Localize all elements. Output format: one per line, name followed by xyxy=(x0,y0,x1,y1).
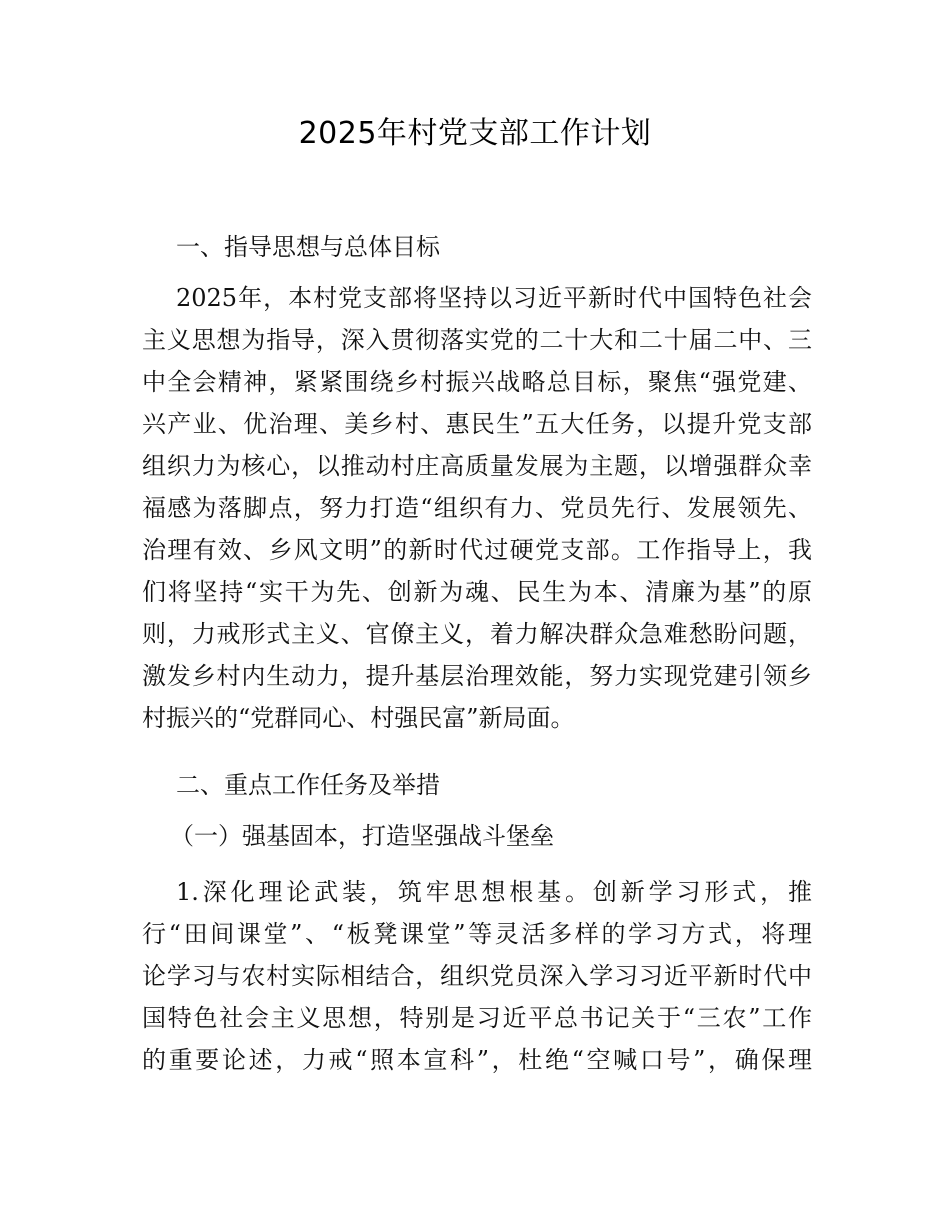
paragraph-line: 组织力为核心，以推动村庄高质量发展为主题，以增强群众幸 xyxy=(142,452,812,480)
paragraph-line: 村振兴的“党群同心、村强民富”新局面。 xyxy=(142,704,575,732)
paragraph-line: 激发乡村内生动力，提升基层治理效能，努力实现党建引领乡 xyxy=(142,662,812,690)
paragraph-line: 2025年，本村党支部将坚持以习近平新时代中国特色社会 xyxy=(176,284,812,312)
paragraph-line: 兴产业、优治理、美乡村、惠民生”五大任务，以提升党支部 xyxy=(142,410,812,438)
paragraph-line: 主义思想为指导，深入贯彻落实党的二十大和二十届二中、三 xyxy=(142,326,812,354)
paragraph-line: 1.深化理论武装，筑牢思想根基。创新学习形式，推 xyxy=(176,878,812,906)
paragraph-line: 治理有效、乡风文明”的新时代过硬党支部。工作指导上，我 xyxy=(142,536,812,564)
paragraph-line: 中全会精神，紧紧围绕乡村振兴战略总目标，聚焦“强党建、 xyxy=(142,368,812,396)
paragraph-line: 福感为落脚点，努力打造“组织有力、党员先行、发展领先、 xyxy=(142,494,812,522)
paragraph-line: 行“田间课堂”、“板凳课堂”等灵活多样的学习方式，将理 xyxy=(142,920,812,948)
paragraph-line: 的重要论述，力戒“照本宣科”，杜绝“空喊口号”，确保理 xyxy=(142,1046,812,1074)
paragraph-line: 则，力戒形式主义、官僚主义，着力解决群众急难愁盼问题， xyxy=(142,620,812,648)
section-heading: 一、指导思想与总体目标 xyxy=(176,233,440,261)
paragraph-line: 论学习与农村实际相结合，组织党员深入学习习近平新时代中 xyxy=(142,962,812,990)
document-title: 2025年村党支部工作计划 xyxy=(298,116,652,151)
subsection-heading: （一）强基固本，打造坚强战斗堡垒 xyxy=(170,822,554,850)
paragraph-line: 国特色社会主义思想，特别是习近平总书记关于“三农”工作 xyxy=(142,1004,812,1032)
paragraph-line: 们将坚持“实干为先、创新为魂、民生为本、清廉为基”的原 xyxy=(142,578,812,606)
section-heading: 二、重点工作任务及举措 xyxy=(176,771,440,799)
